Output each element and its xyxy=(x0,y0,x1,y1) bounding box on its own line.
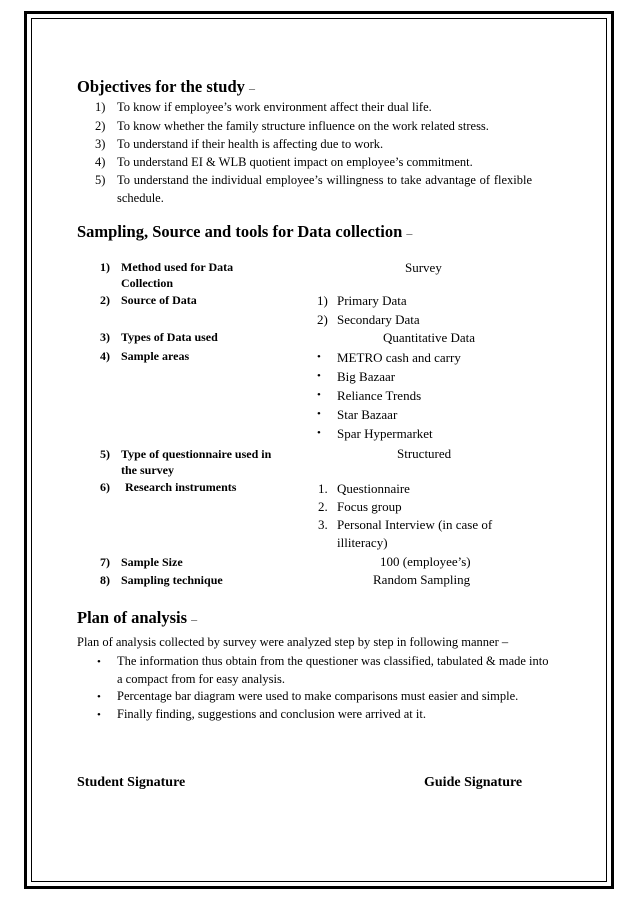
sampling-row-num: 4) xyxy=(100,349,110,363)
value-item: Focus group xyxy=(337,499,402,514)
sampling-row-label-cont: Collection xyxy=(121,276,173,290)
objective-num: 2) xyxy=(95,119,106,133)
plan-bullet-text: Finally finding, suggestions and conclusion were arrived at it. xyxy=(117,707,426,721)
objective-text-cont: schedule. xyxy=(117,191,164,205)
bullet-icon: • xyxy=(317,389,321,401)
sampling-row-label: Method used for Data xyxy=(121,260,234,274)
sampling-row-num: 5) xyxy=(100,447,110,461)
objective-text: To understand EI & WLB quotient impact on employee’s commitment. xyxy=(117,155,473,169)
sampling-row-label: Sample areas xyxy=(121,349,190,363)
bullet-icon: • xyxy=(97,709,101,721)
sampling-row-value: Survey xyxy=(405,260,442,275)
sampling-row-num: 6) xyxy=(100,480,110,494)
value-marker: 2) xyxy=(317,312,328,327)
sampling-row-label: Sampling technique xyxy=(121,573,223,587)
sampling-row-num: 7) xyxy=(100,555,110,569)
value-item: Big Bazaar xyxy=(337,369,396,384)
value-item: Reliance Trends xyxy=(337,388,422,403)
sampling-row-label: Types of Data used xyxy=(121,330,218,344)
value-item: METRO cash and carry xyxy=(337,350,461,365)
sampling-row-num: 2) xyxy=(100,293,110,307)
objective-num: 5) xyxy=(95,173,106,187)
objective-text: To understand the individual employee’s willingness to take advantage of flexible xyxy=(117,173,532,187)
objective-num: 1) xyxy=(95,100,106,114)
bullet-icon: • xyxy=(97,691,101,703)
value-item: Primary Data xyxy=(337,293,407,308)
plan-intro: Plan of analysis collected by survey were analyzed step by step in following manner – xyxy=(77,635,509,649)
bullet-icon: • xyxy=(317,370,321,382)
value-item-cont: illiteracy) xyxy=(337,535,388,550)
bullet-icon: • xyxy=(317,427,321,439)
sampling-row-label: Source of Data xyxy=(121,293,197,307)
value-marker: 1) xyxy=(317,293,328,308)
sampling-row-label: Type of questionnaire used in xyxy=(121,447,272,461)
guide-signature-label: Guide Signature xyxy=(424,775,523,790)
value-item: Spar Hypermarket xyxy=(337,426,433,441)
value-marker: 2. xyxy=(318,499,328,514)
plan-bullet-text-cont: a compact from for easy analysis. xyxy=(117,672,285,686)
sampling-row-label: Sample Size xyxy=(121,555,183,569)
bullet-icon: • xyxy=(97,656,101,668)
objective-text: To understand if their health is affecting due to work. xyxy=(117,137,384,151)
plan-bullet-text: Percentage bar diagram were used to make comparisons must easier and simple. xyxy=(117,689,519,703)
sampling-row-num: 1) xyxy=(100,260,110,274)
value-item: Star Bazaar xyxy=(337,407,398,422)
plan-heading: Plan of analysis – xyxy=(77,608,198,627)
student-signature-label: Student Signature xyxy=(77,775,186,790)
sampling-row-value: 100 (employee’s) xyxy=(380,554,471,569)
objective-text: To know whether the family structure influence on the work related stress. xyxy=(117,119,489,133)
sampling-row-value: Structured xyxy=(397,446,452,461)
objective-num: 3) xyxy=(95,137,106,151)
value-marker: 1. xyxy=(318,481,328,496)
value-item: Questionnaire xyxy=(337,481,410,496)
value-item: Personal Interview (in case of xyxy=(337,517,493,532)
sampling-row-value: Quantitative Data xyxy=(383,330,476,345)
plan-bullet-text: The information thus obtain from the questioner was classified, tabulated & made into xyxy=(117,654,549,668)
sampling-heading: Sampling, Source and tools for Data collection – xyxy=(77,222,413,241)
bullet-icon: • xyxy=(317,408,321,420)
value-item: Secondary Data xyxy=(337,312,420,327)
bullet-icon: • xyxy=(317,351,321,363)
sampling-row-value: Random Sampling xyxy=(373,572,471,587)
objectives-heading: Objectives for the study – xyxy=(77,77,256,96)
sampling-row-label-cont: the survey xyxy=(121,463,174,477)
value-marker: 3. xyxy=(318,517,328,532)
sampling-row-num: 8) xyxy=(100,573,110,587)
sampling-row-num: 3) xyxy=(100,330,110,344)
objective-text: To know if employee’s work environment affect their dual life. xyxy=(117,100,432,114)
sampling-row-label: Research instruments xyxy=(125,480,237,494)
objective-num: 4) xyxy=(95,155,106,169)
